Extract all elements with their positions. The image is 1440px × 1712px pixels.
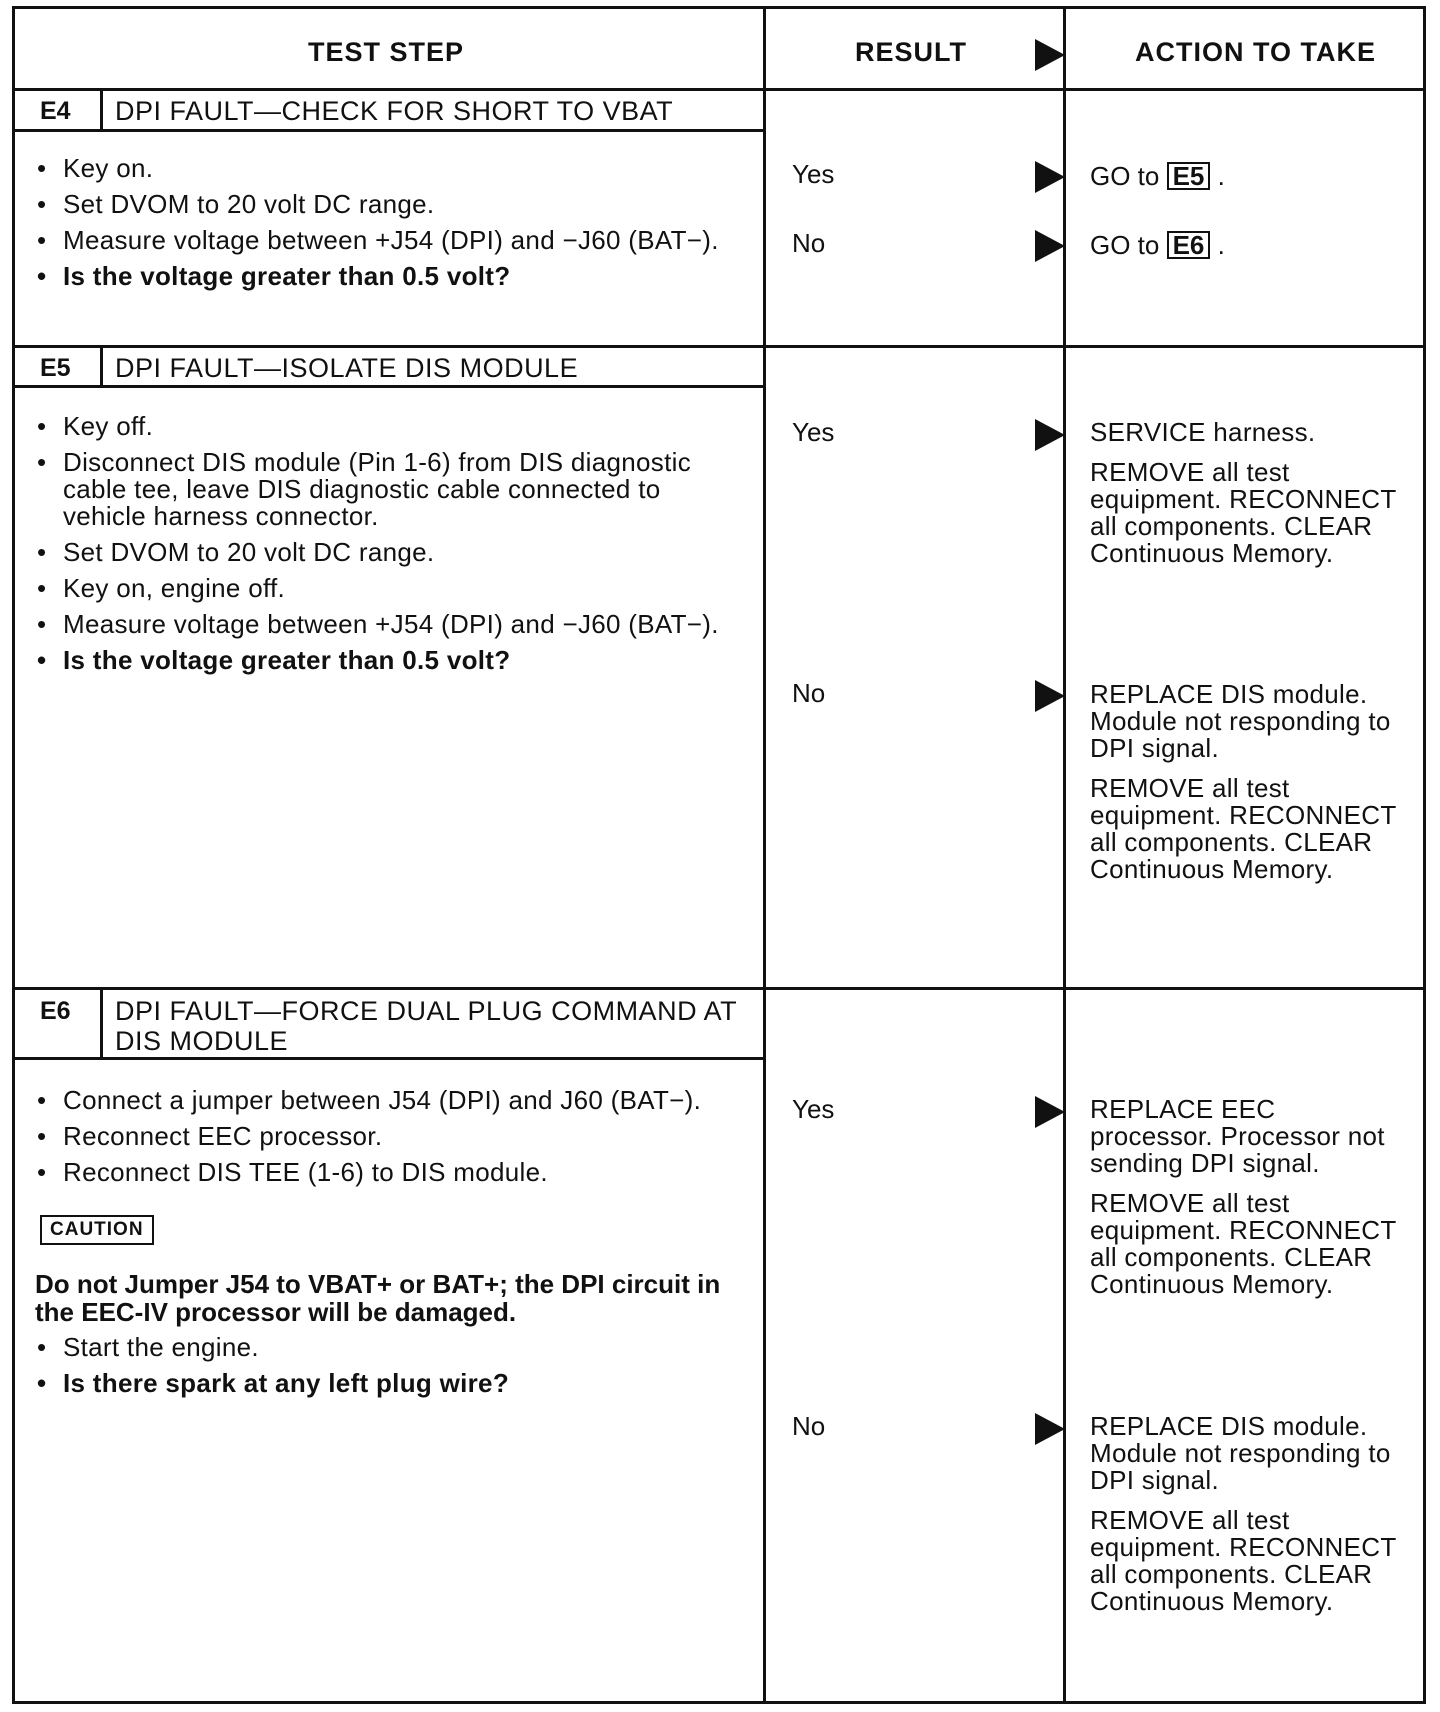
e5-action-no xyxy=(1090,681,1400,896)
e5-result-no: No xyxy=(792,678,826,708)
list-item: • Disconnect DIS module (Pin 1-6) from DIS diagnostic cable tee, leave DIS diagnostic cable connected to vehicle harness connector. xyxy=(37,449,727,530)
arrow-icon xyxy=(1035,680,1065,712)
arrow-icon xyxy=(1035,230,1065,262)
action-text: REMOVE all test equipment. RECONNECT all components. CLEAR Continuous Memory. xyxy=(1090,773,1397,884)
action-text: SERVICE harness. xyxy=(1090,417,1316,447)
list-item: • Set DVOM to 20 volt DC range. xyxy=(37,539,727,566)
e4-result-no: No xyxy=(792,228,826,258)
header-result: RESULT xyxy=(855,37,967,67)
list-item: • Reconnect EEC processor. xyxy=(37,1123,727,1150)
code-divider xyxy=(100,91,103,129)
e6-action-yes xyxy=(1090,1096,1400,1311)
list-item: • Start the engine. xyxy=(37,1334,727,1361)
list-item-question: • Is the voltage greater than 0.5 volt? xyxy=(37,263,727,290)
list-item: • Set DVOM to 20 volt DC range. xyxy=(37,191,727,218)
list-item: • Measure voltage between +J54 (DPI) and −J60 (BAT−). xyxy=(37,611,727,638)
column-divider xyxy=(763,9,766,1701)
e5-result-yes: Yes xyxy=(792,417,835,447)
e5-action-yes xyxy=(1090,419,1400,580)
e6-result-yes: Yes xyxy=(792,1094,835,1124)
action-text: REPLACE DIS module. Module not responding to DPI signal. xyxy=(1090,1411,1391,1495)
e6-action-no xyxy=(1090,1413,1400,1628)
goto-e5-link[interactable]: E5 xyxy=(1167,162,1211,190)
code-divider xyxy=(100,990,103,1057)
arrow-icon xyxy=(1035,1096,1065,1128)
e5-step-list xyxy=(37,413,727,683)
list-item-question: • Is there spark at any left plug wire? xyxy=(37,1370,727,1397)
e4-step-title: DPI FAULT—CHECK FOR SHORT TO VBAT xyxy=(115,96,674,126)
e6-result-no: No xyxy=(792,1411,826,1441)
goto-label: GO to xyxy=(1090,161,1160,191)
caution-badge: CAUTION xyxy=(40,1215,154,1245)
diagnostic-table xyxy=(12,6,1426,1704)
list-item: • Key on, engine off. xyxy=(37,575,727,602)
e6-step-list-b xyxy=(37,1334,727,1406)
goto-label: GO to xyxy=(1090,230,1160,260)
column-divider xyxy=(1063,9,1066,1701)
action-text: REMOVE all test equipment. RECONNECT all components. CLEAR Continuous Memory. xyxy=(1090,457,1397,568)
code-divider xyxy=(100,348,103,385)
goto-e6-link[interactable]: E6 xyxy=(1167,231,1211,259)
list-item-question: • Is the voltage greater than 0.5 volt? xyxy=(37,647,727,674)
action-text: REPLACE EEC processor. Processor not sending DPI signal. xyxy=(1090,1094,1385,1178)
list-item: • Key on. xyxy=(37,155,727,182)
e6-step-title: DPI FAULT—FORCE DUAL PLUG COMMAND AT DIS MODULE xyxy=(115,996,737,1056)
e4-result-yes: Yes xyxy=(792,159,835,189)
caution-warning: Do not Jumper J54 to VBAT+ or BAT+; the DPI circuit in the EEC-IV processor will be damaged. xyxy=(35,1269,721,1327)
e6-step-code: E6 xyxy=(40,997,71,1025)
e4-step-list xyxy=(37,155,727,299)
e5-step-title: DPI FAULT—ISOLATE DIS MODULE xyxy=(115,353,579,383)
action-text: REMOVE all test equipment. RECONNECT all components. CLEAR Continuous Memory. xyxy=(1090,1188,1397,1299)
list-item: • Key off. xyxy=(37,413,727,440)
list-item: • Reconnect DIS TEE (1-6) to DIS module. xyxy=(37,1159,727,1186)
arrow-icon xyxy=(1035,1413,1065,1445)
arrow-icon xyxy=(1035,419,1065,451)
e6-step-list-a xyxy=(37,1087,727,1195)
header-action: ACTION TO TAKE xyxy=(1135,37,1376,67)
list-item: • Connect a jumper between J54 (DPI) and J60 (BAT−). xyxy=(37,1087,727,1114)
e4-action-no: GO to E6 . xyxy=(1090,230,1225,260)
action-text: REPLACE DIS module. Module not responding to DPI signal. xyxy=(1090,679,1391,763)
arrow-icon xyxy=(1035,161,1065,193)
header-test-step: TEST STEP xyxy=(308,37,465,67)
action-text: REMOVE all test equipment. RECONNECT all components. CLEAR Continuous Memory. xyxy=(1090,1505,1397,1616)
e5-step-code: E5 xyxy=(40,354,71,382)
e4-action-yes: GO to E5 . xyxy=(1090,161,1225,191)
list-item: • Measure voltage between +J54 (DPI) and −J60 (BAT−). xyxy=(37,227,727,254)
arrow-icon xyxy=(1035,39,1065,71)
e4-step-code: E4 xyxy=(40,97,71,125)
